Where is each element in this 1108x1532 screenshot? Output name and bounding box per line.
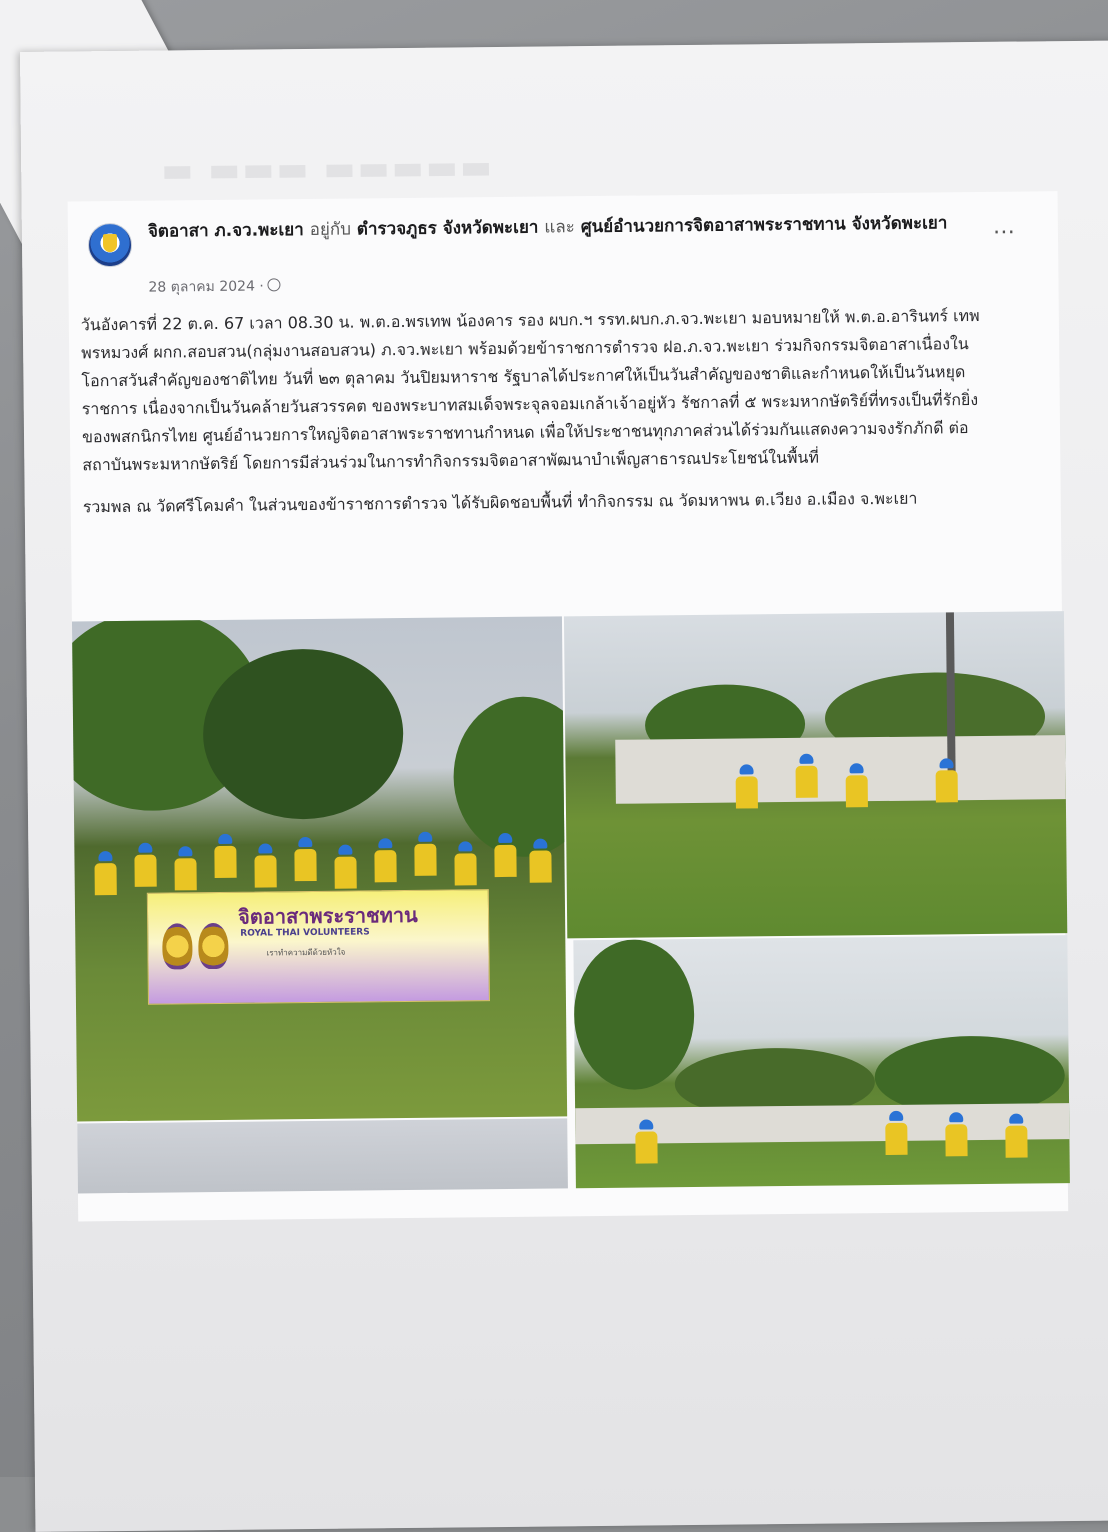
temple-wall [615,735,1066,804]
volunteer [134,843,156,887]
royal-emblem-icon [162,923,192,969]
with-label: อยู่กับ [309,219,352,240]
tagged-page-1[interactable]: ตำรวจภูธร จังหวัดพะเยา [356,217,539,240]
volunteer [374,838,396,882]
printed-page [20,40,1108,1532]
author-name[interactable]: จิตอาสา ภ.จว.พะเยา [147,220,304,242]
volunteer [1005,1114,1027,1158]
post-body [81,302,983,535]
bleed-through-text: ▬ ▬▬▬ ▬▬▬▬▬ [161,147,495,191]
tree [202,648,404,820]
banner-subtitle: ROYAL THAI VOLUNTEERS [240,927,370,939]
volunteer [254,843,276,887]
volunteer [935,758,957,802]
photo-sweeping-courtyard[interactable] [564,611,1067,938]
banner-title: จิตอาสาพระราชทาน [237,902,418,929]
volunteer [454,841,476,885]
post-header [148,210,948,245]
volunteer [529,838,551,882]
volunteer [214,834,236,878]
volunteer [294,837,316,881]
globe-icon [268,278,281,291]
volunteer [945,1112,967,1156]
and-label: และ [544,217,575,238]
post-paragraph-1: วันอังคารที่ 22 ต.ค. 67 เวลา 08.30 น. พ.ต.อ.พรเทพ น้องคาร รอง ผบก.ฯ รรท.ผบก.ภ.จว.พะเยา มอบหมายให้ พ.ต.อ.อารินทร์ เทพพรหมวงศ์ ผกก.สอบสวน(กลุ่มงานสอบสวน) ภ.จว.พะเยา พร้อมด้วยข้าราชการตำรวจ ฝอ.ภ.จว.พะเยา ร่วมกิจกรรมจิตอาสาเนื่องในโอกาสวันสำคัญของชาติไทย วันที่ ๒๓ ตุลาคม วันปิยมหาราช รัฐบาลได้ประกาศให้เป็นวันสำคัญของชาติและกำหนดให้เป็นวันหยุดราชการ เนื่องจากเป็นวันคล้ายวันสวรรคต ของพระบาทสมเด็จพระจุลจอมเกล้าเจ้าอยู่หัว รัชกาลที่ ๕ พระมหากษัตริย์ที่ทรงเป็นที่รักยิ่งของพสกนิกรไทย ศูนย์อำนวยการใหญ่จิตอาสาพระราชทานกำหนด เพื่อให้ประชาชนทุกภาคส่วนได้ร่วมกันแสดงความจงรักภักดี ต่อสถาบันพระมหากษัตริย์ โดยการมีส่วนร่วมในการทำกิจกรรมจิตอาสาพัฒนาบำเพ็ญสาธารณประโยชน์ในพื้นที่ [80,305,980,475]
post-timestamp[interactable] [148,275,281,298]
volunteer [334,845,356,889]
tagged-page-2[interactable]: ศูนย์อำนวยการจิตอาสาพระราชทาน จังหวัดพะเยา [580,213,948,238]
volunteer [795,754,817,798]
royal-seal-icon [198,923,228,969]
volunteer [845,763,867,807]
volunteer [635,1119,657,1163]
badge-icon [103,234,117,252]
volunteer-banner [147,889,490,1005]
facebook-post [68,191,1069,1221]
more-options-icon[interactable]: ⋯ [992,219,1017,245]
volunteer [414,832,436,876]
banner-tagline: เราทำความดีด้วยหัวใจ [266,947,346,958]
post-date[interactable]: 28 ตุลาคม 2024 · [148,278,264,296]
volunteer [736,764,758,808]
volunteer [494,833,516,877]
photo-clearing-grass[interactable] [573,935,1070,1188]
tree [573,939,695,1090]
page-avatar[interactable] [88,223,132,267]
post-paragraph-2: รวมพล ณ วัดศรีโคมคำ ในส่วนของข้าราชการตำรวจ ได้รับผิดชอบพื้นที่ ทำกิจกรรม ณ วัดมหาพน ต.เวียง อ.เมือง จ.พะเยา [82,488,918,517]
photo-group-banner[interactable] [72,616,567,1121]
volunteer [885,1111,907,1155]
photo-placeholder-strip [77,1118,568,1193]
volunteer [174,846,196,890]
volunteer [94,851,116,895]
